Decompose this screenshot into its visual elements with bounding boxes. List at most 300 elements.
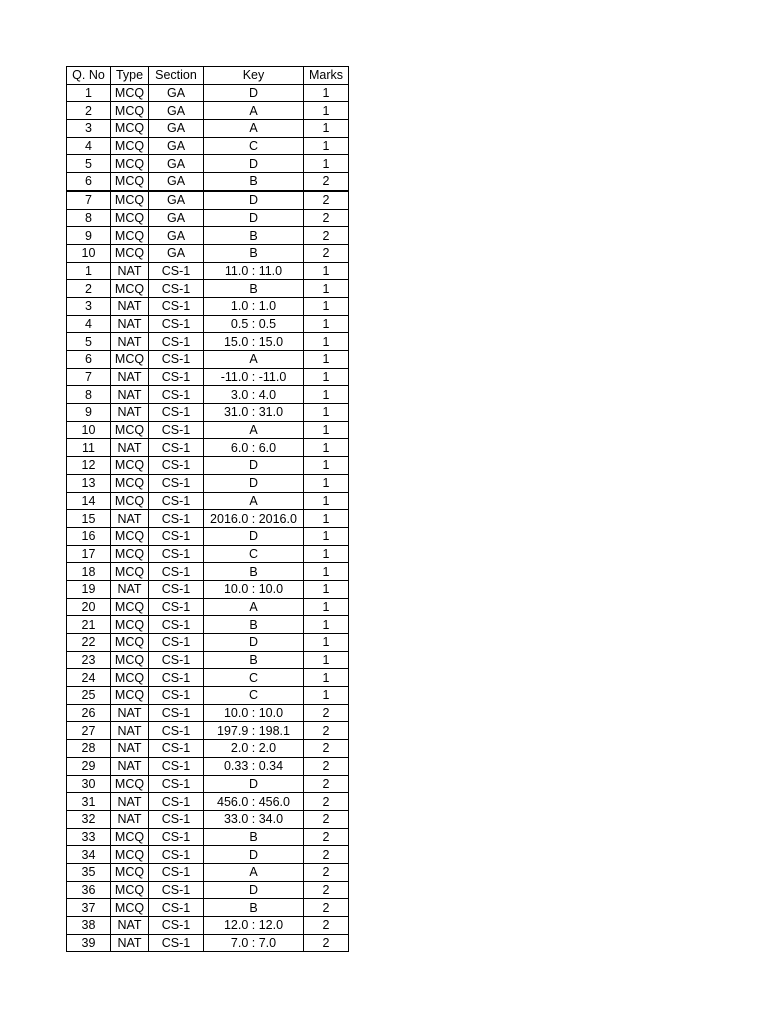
cell-qno: 7 <box>67 191 111 209</box>
cell-marks: 1 <box>304 315 349 333</box>
cell-key: D <box>204 527 304 545</box>
cell-section: GA <box>149 102 204 120</box>
cell-marks: 1 <box>304 669 349 687</box>
cell-section: CS-1 <box>149 793 204 811</box>
cell-type: MCQ <box>111 191 149 209</box>
table-row <box>67 492 349 510</box>
cell-marks: 1 <box>304 510 349 528</box>
cell-type: MCQ <box>111 474 149 492</box>
cell-marks: 1 <box>304 616 349 634</box>
cell-type: MCQ <box>111 899 149 917</box>
cell-qno: 35 <box>67 863 111 881</box>
cell-marks: 2 <box>304 793 349 811</box>
cell-type: NAT <box>111 934 149 952</box>
cell-marks: 2 <box>304 757 349 775</box>
cell-marks: 1 <box>304 368 349 386</box>
cell-key: 12.0 : 12.0 <box>204 917 304 935</box>
cell-qno: 37 <box>67 899 111 917</box>
cell-type: MCQ <box>111 598 149 616</box>
cell-type: MCQ <box>111 280 149 298</box>
cell-type: MCQ <box>111 227 149 245</box>
cell-marks: 1 <box>304 262 349 280</box>
cell-type: MCQ <box>111 137 149 155</box>
cell-qno: 15 <box>67 510 111 528</box>
cell-section: CS-1 <box>149 881 204 899</box>
cell-section: CS-1 <box>149 368 204 386</box>
table-row <box>67 757 349 775</box>
cell-key: D <box>204 84 304 102</box>
cell-qno: 31 <box>67 793 111 811</box>
cell-type: MCQ <box>111 616 149 634</box>
cell-type: NAT <box>111 404 149 422</box>
cell-qno: 25 <box>67 687 111 705</box>
cell-section: CS-1 <box>149 634 204 652</box>
cell-key: A <box>204 120 304 138</box>
cell-key: 15.0 : 15.0 <box>204 333 304 351</box>
cell-qno: 21 <box>67 616 111 634</box>
cell-marks: 2 <box>304 209 349 227</box>
cell-section: GA <box>149 227 204 245</box>
cell-key: B <box>204 616 304 634</box>
table-row <box>67 651 349 669</box>
table-row <box>67 404 349 422</box>
cell-qno: 1 <box>67 84 111 102</box>
cell-key: B <box>204 563 304 581</box>
cell-type: MCQ <box>111 421 149 439</box>
cell-type: MCQ <box>111 846 149 864</box>
cell-type: NAT <box>111 917 149 935</box>
cell-qno: 33 <box>67 828 111 846</box>
cell-key: B <box>204 280 304 298</box>
cell-qno: 9 <box>67 227 111 245</box>
header-type: Type <box>111 67 149 85</box>
table-row <box>67 545 349 563</box>
cell-section: CS-1 <box>149 757 204 775</box>
cell-qno: 19 <box>67 580 111 598</box>
cell-type: NAT <box>111 262 149 280</box>
cell-qno: 20 <box>67 598 111 616</box>
cell-key: A <box>204 492 304 510</box>
cell-qno: 3 <box>67 120 111 138</box>
table-row <box>67 297 349 315</box>
header-marks: Marks <box>304 67 349 85</box>
cell-marks: 2 <box>304 899 349 917</box>
header-row <box>67 67 349 85</box>
cell-marks: 1 <box>304 137 349 155</box>
cell-key: C <box>204 669 304 687</box>
cell-marks: 2 <box>304 863 349 881</box>
cell-qno: 30 <box>67 775 111 793</box>
cell-key: D <box>204 474 304 492</box>
cell-type: MCQ <box>111 173 149 191</box>
cell-section: CS-1 <box>149 262 204 280</box>
cell-marks: 2 <box>304 881 349 899</box>
cell-marks: 1 <box>304 457 349 475</box>
cell-section: CS-1 <box>149 934 204 952</box>
cell-section: GA <box>149 191 204 209</box>
cell-type: MCQ <box>111 155 149 173</box>
cell-marks: 2 <box>304 740 349 758</box>
cell-section: CS-1 <box>149 563 204 581</box>
cell-section: CS-1 <box>149 863 204 881</box>
cell-section: CS-1 <box>149 810 204 828</box>
header-qno: Q. No <box>67 67 111 85</box>
table-row <box>67 280 349 298</box>
cell-key: 33.0 : 34.0 <box>204 810 304 828</box>
cell-marks: 1 <box>304 386 349 404</box>
table-row <box>67 510 349 528</box>
cell-qno: 9 <box>67 404 111 422</box>
cell-section: CS-1 <box>149 545 204 563</box>
cell-key: B <box>204 828 304 846</box>
cell-marks: 2 <box>304 244 349 262</box>
cell-qno: 1 <box>67 262 111 280</box>
cell-type: NAT <box>111 439 149 457</box>
cell-section: CS-1 <box>149 775 204 793</box>
cell-qno: 13 <box>67 474 111 492</box>
cell-section: CS-1 <box>149 740 204 758</box>
table-row <box>67 917 349 935</box>
cell-qno: 10 <box>67 244 111 262</box>
cell-type: NAT <box>111 704 149 722</box>
cell-qno: 4 <box>67 137 111 155</box>
cell-marks: 1 <box>304 280 349 298</box>
cell-qno: 36 <box>67 881 111 899</box>
cell-key: 11.0 : 11.0 <box>204 262 304 280</box>
table-row <box>67 793 349 811</box>
table-row <box>67 687 349 705</box>
cell-qno: 2 <box>67 102 111 120</box>
cell-section: CS-1 <box>149 474 204 492</box>
cell-section: CS-1 <box>149 669 204 687</box>
table-row <box>67 368 349 386</box>
cell-key: D <box>204 457 304 475</box>
cell-section: CS-1 <box>149 404 204 422</box>
cell-key: 0.33 : 0.34 <box>204 757 304 775</box>
table-row <box>67 191 349 209</box>
cell-section: CS-1 <box>149 510 204 528</box>
cell-type: NAT <box>111 580 149 598</box>
cell-marks: 1 <box>304 545 349 563</box>
cell-marks: 1 <box>304 598 349 616</box>
cell-section: GA <box>149 209 204 227</box>
cell-type: MCQ <box>111 881 149 899</box>
header-key: Key <box>204 67 304 85</box>
cell-marks: 2 <box>304 934 349 952</box>
cell-marks: 1 <box>304 439 349 457</box>
table-body <box>67 84 349 952</box>
cell-key: 3.0 : 4.0 <box>204 386 304 404</box>
cell-type: MCQ <box>111 563 149 581</box>
table-row <box>67 846 349 864</box>
cell-marks: 1 <box>304 563 349 581</box>
cell-qno: 39 <box>67 934 111 952</box>
cell-marks: 2 <box>304 173 349 191</box>
cell-type: MCQ <box>111 84 149 102</box>
cell-section: CS-1 <box>149 704 204 722</box>
cell-section: GA <box>149 120 204 138</box>
table-row <box>67 828 349 846</box>
cell-section: CS-1 <box>149 917 204 935</box>
cell-key: 2016.0 : 2016.0 <box>204 510 304 528</box>
cell-section: CS-1 <box>149 333 204 351</box>
cell-marks: 2 <box>304 704 349 722</box>
cell-section: CS-1 <box>149 616 204 634</box>
cell-marks: 1 <box>304 492 349 510</box>
cell-marks: 1 <box>304 120 349 138</box>
table-row <box>67 740 349 758</box>
cell-section: CS-1 <box>149 722 204 740</box>
cell-marks: 1 <box>304 580 349 598</box>
cell-qno: 10 <box>67 421 111 439</box>
cell-qno: 2 <box>67 280 111 298</box>
cell-type: NAT <box>111 722 149 740</box>
cell-section: CS-1 <box>149 527 204 545</box>
cell-qno: 22 <box>67 634 111 652</box>
cell-type: MCQ <box>111 102 149 120</box>
table-row <box>67 439 349 457</box>
cell-marks: 1 <box>304 102 349 120</box>
cell-key: B <box>204 227 304 245</box>
cell-qno: 38 <box>67 917 111 935</box>
cell-type: NAT <box>111 386 149 404</box>
cell-type: NAT <box>111 368 149 386</box>
cell-marks: 1 <box>304 351 349 369</box>
cell-section: CS-1 <box>149 280 204 298</box>
cell-qno: 23 <box>67 651 111 669</box>
cell-section: CS-1 <box>149 315 204 333</box>
table-row <box>67 722 349 740</box>
header-section: Section <box>149 67 204 85</box>
table-row <box>67 351 349 369</box>
table-row <box>67 262 349 280</box>
table-row <box>67 155 349 173</box>
cell-type: MCQ <box>111 209 149 227</box>
cell-qno: 3 <box>67 297 111 315</box>
cell-key: A <box>204 351 304 369</box>
table-row <box>67 333 349 351</box>
cell-section: GA <box>149 137 204 155</box>
cell-key: C <box>204 687 304 705</box>
cell-marks: 2 <box>304 775 349 793</box>
cell-type: NAT <box>111 333 149 351</box>
cell-marks: 1 <box>304 84 349 102</box>
cell-section: CS-1 <box>149 297 204 315</box>
cell-qno: 11 <box>67 439 111 457</box>
cell-type: MCQ <box>111 457 149 475</box>
cell-qno: 18 <box>67 563 111 581</box>
cell-type: NAT <box>111 810 149 828</box>
cell-key: B <box>204 651 304 669</box>
cell-key: B <box>204 244 304 262</box>
cell-type: MCQ <box>111 527 149 545</box>
cell-section: GA <box>149 244 204 262</box>
cell-key: A <box>204 598 304 616</box>
cell-qno: 24 <box>67 669 111 687</box>
cell-key: C <box>204 545 304 563</box>
table-row <box>67 863 349 881</box>
cell-qno: 12 <box>67 457 111 475</box>
cell-type: MCQ <box>111 863 149 881</box>
cell-qno: 5 <box>67 155 111 173</box>
cell-type: NAT <box>111 757 149 775</box>
cell-marks: 1 <box>304 155 349 173</box>
cell-marks: 1 <box>304 404 349 422</box>
cell-marks: 1 <box>304 474 349 492</box>
cell-marks: 1 <box>304 527 349 545</box>
cell-qno: 34 <box>67 846 111 864</box>
cell-key: D <box>204 155 304 173</box>
cell-section: CS-1 <box>149 351 204 369</box>
table-row <box>67 810 349 828</box>
cell-qno: 5 <box>67 333 111 351</box>
table-row <box>67 669 349 687</box>
cell-type: MCQ <box>111 244 149 262</box>
cell-key: 0.5 : 0.5 <box>204 315 304 333</box>
cell-key: -11.0 : -11.0 <box>204 368 304 386</box>
cell-qno: 29 <box>67 757 111 775</box>
cell-section: CS-1 <box>149 421 204 439</box>
cell-section: CS-1 <box>149 598 204 616</box>
table-row <box>67 137 349 155</box>
cell-type: MCQ <box>111 651 149 669</box>
cell-key: D <box>204 209 304 227</box>
table-row <box>67 775 349 793</box>
cell-marks: 2 <box>304 846 349 864</box>
cell-key: 456.0 : 456.0 <box>204 793 304 811</box>
cell-key: 6.0 : 6.0 <box>204 439 304 457</box>
cell-qno: 16 <box>67 527 111 545</box>
cell-key: A <box>204 102 304 120</box>
cell-type: NAT <box>111 315 149 333</box>
cell-key: D <box>204 846 304 864</box>
cell-key: 2.0 : 2.0 <box>204 740 304 758</box>
cell-key: 31.0 : 31.0 <box>204 404 304 422</box>
cell-key: B <box>204 899 304 917</box>
cell-type: MCQ <box>111 687 149 705</box>
cell-key: 10.0 : 10.0 <box>204 580 304 598</box>
cell-qno: 8 <box>67 209 111 227</box>
cell-qno: 26 <box>67 704 111 722</box>
table-row <box>67 315 349 333</box>
cell-key: 10.0 : 10.0 <box>204 704 304 722</box>
cell-qno: 4 <box>67 315 111 333</box>
cell-section: CS-1 <box>149 687 204 705</box>
cell-key: D <box>204 634 304 652</box>
cell-section: CS-1 <box>149 828 204 846</box>
table-row <box>67 881 349 899</box>
table-row <box>67 563 349 581</box>
cell-marks: 1 <box>304 634 349 652</box>
cell-section: CS-1 <box>149 439 204 457</box>
cell-qno: 17 <box>67 545 111 563</box>
cell-section: CS-1 <box>149 899 204 917</box>
cell-section: GA <box>149 173 204 191</box>
table-row <box>67 244 349 262</box>
table-row <box>67 227 349 245</box>
cell-section: CS-1 <box>149 386 204 404</box>
cell-type: MCQ <box>111 634 149 652</box>
table-row <box>67 704 349 722</box>
table-row <box>67 209 349 227</box>
table-row <box>67 616 349 634</box>
table-row <box>67 527 349 545</box>
cell-key: C <box>204 137 304 155</box>
table-row <box>67 102 349 120</box>
cell-type: MCQ <box>111 120 149 138</box>
cell-type: MCQ <box>111 492 149 510</box>
table-row <box>67 580 349 598</box>
cell-qno: 28 <box>67 740 111 758</box>
cell-section: GA <box>149 155 204 173</box>
cell-marks: 2 <box>304 828 349 846</box>
table-row <box>67 474 349 492</box>
cell-marks: 2 <box>304 917 349 935</box>
table-row <box>67 120 349 138</box>
cell-qno: 27 <box>67 722 111 740</box>
table-row <box>67 598 349 616</box>
cell-key: B <box>204 173 304 191</box>
cell-key: A <box>204 421 304 439</box>
cell-type: MCQ <box>111 669 149 687</box>
cell-key: D <box>204 881 304 899</box>
cell-key: 7.0 : 7.0 <box>204 934 304 952</box>
cell-marks: 1 <box>304 297 349 315</box>
cell-type: NAT <box>111 297 149 315</box>
table-row <box>67 634 349 652</box>
table-row <box>67 386 349 404</box>
table-row <box>67 421 349 439</box>
cell-section: CS-1 <box>149 651 204 669</box>
table-row <box>67 899 349 917</box>
cell-type: MCQ <box>111 775 149 793</box>
cell-marks: 2 <box>304 191 349 209</box>
cell-marks: 1 <box>304 333 349 351</box>
cell-qno: 14 <box>67 492 111 510</box>
cell-marks: 1 <box>304 687 349 705</box>
cell-type: MCQ <box>111 828 149 846</box>
table-header <box>67 67 349 85</box>
cell-section: CS-1 <box>149 580 204 598</box>
cell-key: 1.0 : 1.0 <box>204 297 304 315</box>
cell-marks: 2 <box>304 722 349 740</box>
cell-type: NAT <box>111 740 149 758</box>
cell-type: NAT <box>111 510 149 528</box>
cell-type: MCQ <box>111 545 149 563</box>
answer-key-table <box>66 66 349 952</box>
cell-key: D <box>204 191 304 209</box>
cell-marks: 1 <box>304 421 349 439</box>
cell-section: GA <box>149 84 204 102</box>
cell-qno: 6 <box>67 173 111 191</box>
cell-key: D <box>204 775 304 793</box>
cell-marks: 2 <box>304 810 349 828</box>
cell-qno: 6 <box>67 351 111 369</box>
cell-key: 197.9 : 198.1 <box>204 722 304 740</box>
table-row <box>67 84 349 102</box>
cell-qno: 32 <box>67 810 111 828</box>
cell-qno: 8 <box>67 386 111 404</box>
table-row <box>67 934 349 952</box>
cell-section: CS-1 <box>149 457 204 475</box>
cell-marks: 2 <box>304 227 349 245</box>
cell-key: A <box>204 863 304 881</box>
cell-section: CS-1 <box>149 846 204 864</box>
table-row <box>67 457 349 475</box>
table-row <box>67 173 349 191</box>
cell-qno: 7 <box>67 368 111 386</box>
cell-type: NAT <box>111 793 149 811</box>
